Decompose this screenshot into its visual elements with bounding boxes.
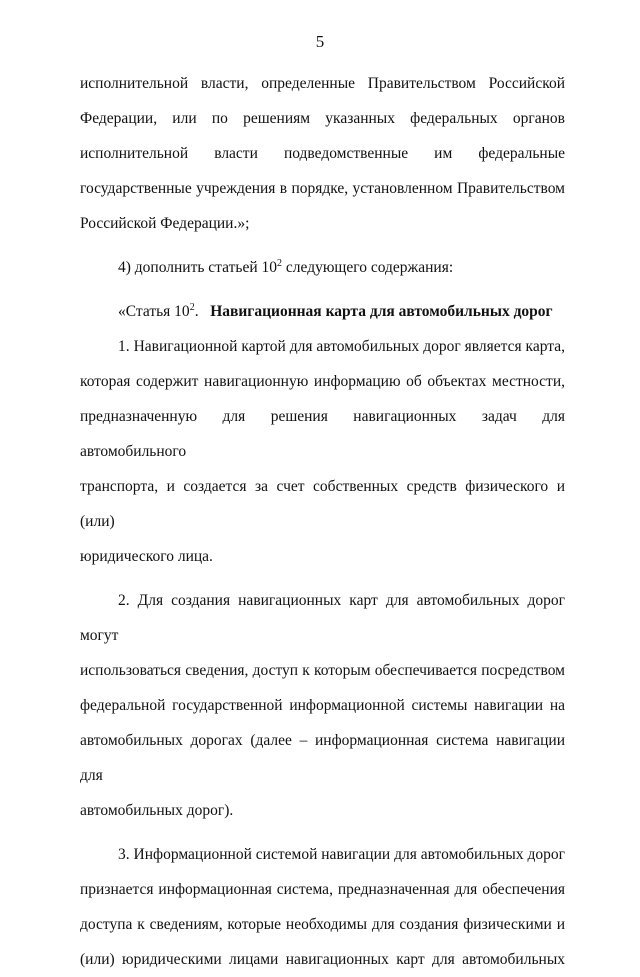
- text-line: 1. Навигационной картой для автомобильных дорог является карта,: [118, 338, 565, 355]
- article-heading: [80, 294, 565, 329]
- document-body: [80, 66, 565, 977]
- text-line: признается информационная система, предназначенная для обеспечения: [80, 881, 565, 898]
- text-line: автомобильных дорогах (далее – информационная система навигации для: [80, 732, 565, 784]
- paragraph-point-1: [80, 329, 565, 574]
- text-line: доступа к сведениям, которые необходимы для создания физическими и: [80, 916, 565, 933]
- article-title: Навигационная карта для автомобильных дорог: [210, 303, 553, 320]
- text-line: транспорта, и создается за счет собственных средств физического и (или): [80, 478, 565, 530]
- item-4-text-tail: следующего содержания:: [282, 259, 454, 276]
- page-number: 5: [315, 32, 325, 51]
- text-line: юридического лица.: [80, 548, 213, 565]
- text-line: которая содержит навигационную информацию об объектах местности,: [80, 373, 565, 390]
- text-line: исполнительной власти, определенные Правительством Российской: [80, 75, 565, 92]
- text-line: 2. Для создания навигационных карт для автомобильных дорог могут: [80, 592, 565, 644]
- text-line: использоваться сведения, доступ к которым обеспечивается посредством: [80, 662, 565, 679]
- text-line: федеральной государственной информационной системы навигации на: [80, 697, 565, 714]
- paragraph-point-3: [80, 837, 565, 977]
- superscript: 2: [277, 258, 283, 269]
- text-line: Российской Федерации.»;: [80, 215, 250, 232]
- text-line: предназначенную для решения навигационных задач для автомобильного: [80, 408, 565, 460]
- item-4-text: 4) дополнить статьей 10: [118, 259, 278, 276]
- paragraph-point-2: [80, 583, 565, 828]
- paragraph-continuation: [80, 66, 565, 241]
- text-line: автомобильных дорог).: [80, 802, 234, 819]
- text-line: государственные учреждения в порядке, установленном Правительством: [80, 180, 565, 197]
- item-4: [80, 250, 565, 285]
- text-line: исполнительной власти подведомственные им федеральные: [80, 145, 565, 162]
- text-line: (или) юридическими лицами навигационных карт для автомобильных: [80, 951, 565, 968]
- text-line: Федерации, или по решениям указанных федеральных органов: [80, 110, 565, 127]
- text-line: 3. Информационной системой навигации для автомобильных дорог: [118, 846, 565, 863]
- article-prefix: «Статья 10: [118, 303, 190, 320]
- article-dot: .: [194, 303, 199, 320]
- superscript: 2: [189, 302, 195, 313]
